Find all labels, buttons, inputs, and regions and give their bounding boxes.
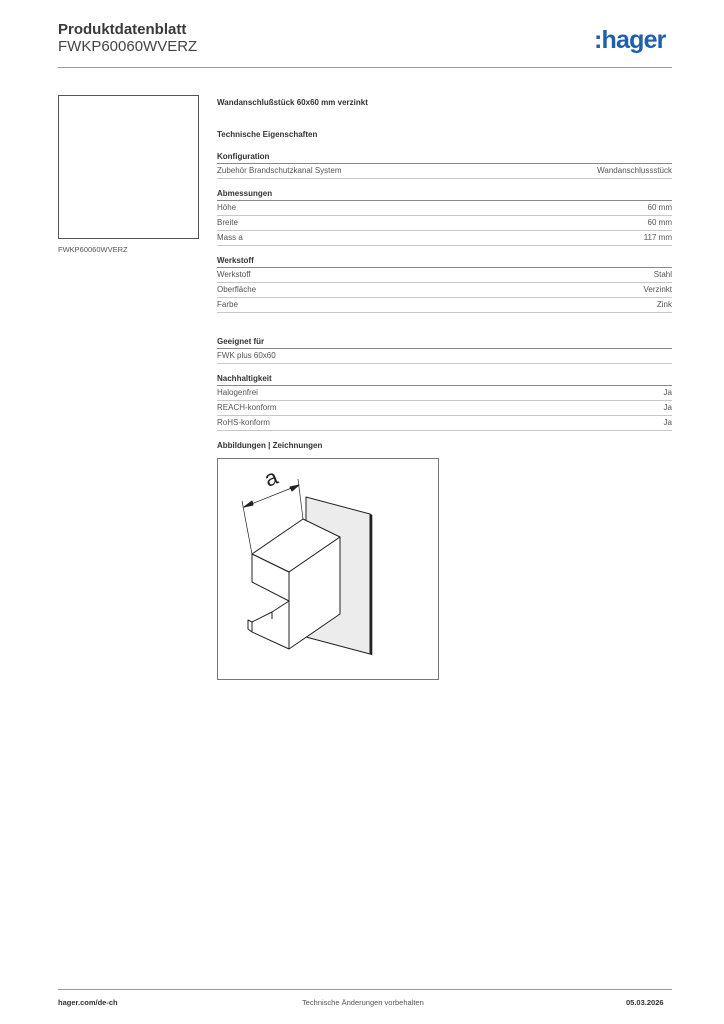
spec-row xyxy=(217,231,672,246)
section-werkstoff xyxy=(217,255,672,313)
spec-value: Verzinkt xyxy=(643,285,672,294)
channel-lower-lip xyxy=(252,612,289,649)
section-title: Nachhaltigkeit xyxy=(217,373,672,386)
section-title: Geeignet für xyxy=(217,336,672,349)
section-konfiguration xyxy=(217,151,672,179)
product-name: Wandanschlußstück 60x60 mm verzinkt xyxy=(217,98,368,107)
spec-value: 117 mm xyxy=(643,233,672,242)
tech-properties-heading: Technische Eigenschaften xyxy=(217,130,318,139)
article-number: FWKP60060WVERZ xyxy=(58,38,198,55)
spec-row xyxy=(217,401,672,416)
spec-label: Mass a xyxy=(217,233,243,242)
hager-logo[interactable]: :hager xyxy=(594,26,666,54)
section-geeignet-fuer xyxy=(217,336,672,364)
spec-row xyxy=(217,268,672,283)
header-divider xyxy=(58,67,672,68)
technical-drawing xyxy=(217,458,439,680)
thumbnail-caption: FWKP60060WVERZ xyxy=(58,245,128,254)
figures-heading: Abbildungen | Zeichnungen xyxy=(217,441,323,450)
spec-value: Ja xyxy=(663,403,672,412)
spec-label: Farbe xyxy=(217,300,238,309)
section-nachhaltigkeit xyxy=(217,373,672,431)
page-title: Produktdatenblatt xyxy=(58,21,187,38)
section-abmessungen xyxy=(217,188,672,246)
spec-value: Ja xyxy=(663,388,672,397)
spec-label: Zubehör Brandschutzkanal System xyxy=(217,166,342,175)
spec-label: RoHS-konform xyxy=(217,418,270,427)
spec-row xyxy=(217,216,672,231)
spec-value: Stahl xyxy=(653,270,672,279)
drawing-svg xyxy=(218,459,438,679)
section-title: Abmessungen xyxy=(217,188,672,201)
spec-value: Ja xyxy=(663,418,672,427)
spec-row xyxy=(217,201,672,216)
spec-row xyxy=(217,298,672,313)
spec-value: 60 mm xyxy=(647,203,672,212)
spec-value: Wandanschlussstück xyxy=(597,166,672,175)
spec-value: Zink xyxy=(656,300,672,309)
spec-label: Oberfläche xyxy=(217,285,257,294)
footer-notice: Technische Änderungen vorbehalten xyxy=(302,998,424,1007)
footer-website-link[interactable]: hager.com/de-ch xyxy=(58,998,118,1007)
spec-row xyxy=(217,386,672,401)
dimension-label: a xyxy=(260,464,282,492)
spec-value: 60 mm xyxy=(647,218,672,227)
spec-row xyxy=(217,283,672,298)
spec-row xyxy=(217,349,672,364)
dimension-extension-left xyxy=(242,501,252,554)
spec-label: Breite xyxy=(217,218,238,227)
spec-content xyxy=(217,97,672,680)
channel-recess xyxy=(272,601,289,619)
spec-row xyxy=(217,164,672,179)
spec-label: Halogenfrei xyxy=(217,388,258,397)
spec-label: Werkstoff xyxy=(217,270,251,279)
channel-hook xyxy=(248,620,252,632)
product-thumbnail xyxy=(58,95,199,239)
dimension-arrow-right xyxy=(290,485,299,491)
footer-date: 05.03.2026 xyxy=(626,998,664,1007)
spec-row xyxy=(217,416,672,431)
dimension-arrow-left xyxy=(244,501,253,507)
section-title: Konfiguration xyxy=(217,151,672,164)
wall-plate-edge xyxy=(370,514,372,655)
section-title: Werkstoff xyxy=(217,255,672,268)
footer-divider xyxy=(58,989,672,990)
spec-label: Höhe xyxy=(217,203,237,212)
spec-label: REACH-konform xyxy=(217,403,277,412)
spec-label: FWK plus 60x60 xyxy=(217,351,276,360)
